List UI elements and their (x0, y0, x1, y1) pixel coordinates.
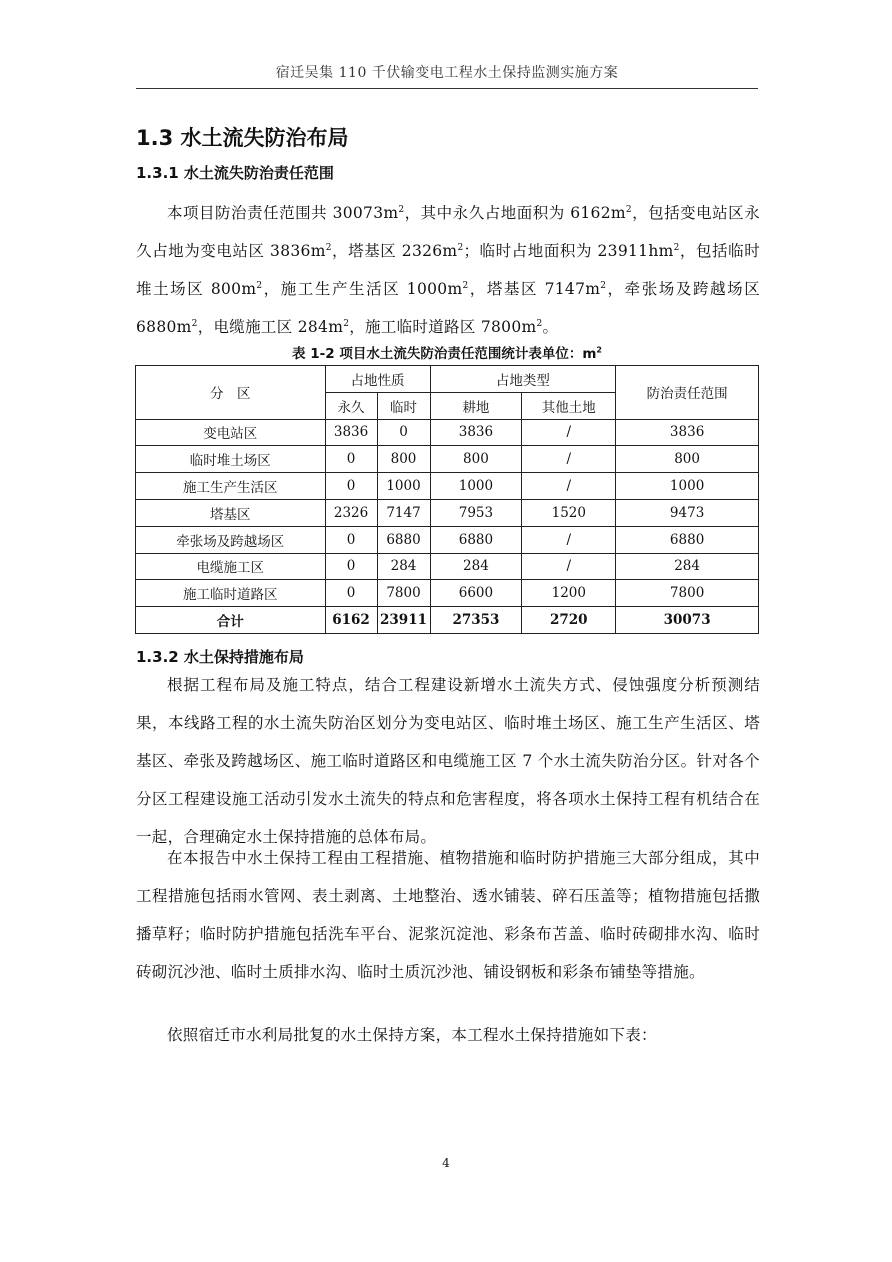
cell-other-land: / (522, 446, 616, 473)
cell-zone: 施工生产生活区 (136, 473, 326, 500)
cell-temporary: 284 (377, 553, 430, 580)
cell-temporary: 6880 (377, 526, 430, 553)
cell-permanent: 2326 (325, 499, 377, 526)
header-temporary: 临时 (377, 392, 430, 419)
table-row (136, 473, 759, 500)
section-heading: 1.3 水土流失防治布局 (136, 126, 349, 150)
table-row (136, 526, 759, 553)
cell-temporary: 7147 (377, 499, 430, 526)
cell-zone: 变电站区 (136, 419, 326, 446)
cell-total-label: 合计 (136, 607, 326, 634)
table-row (136, 553, 759, 580)
paragraph-responsibility-scope: 本项目防治责任范围共 $30073m^2$，其中永久占地面积为 $6162m^2$，包括变电站区永久占地为变电站区 $3836m^2$，塔基区 $2326m^2$；临时占地面积为 $23911hm^2$，包括临时堆土场区 $800m^2$，施工生产生活区 $1000m^2$，塔基区 $7147m^2$，牵张场及跨越场区 $6880m^2$，电缆施工区 $284m^2$，施工临时道路区 $7800m^2$。 (136, 204, 761, 336)
cell-farmland: 3836 (430, 419, 522, 446)
header-farmland: 耕地 (430, 392, 522, 419)
cell-farmland: 1000 (430, 473, 522, 500)
cell-zone: 临时堆土场区 (136, 446, 326, 473)
cell-other-land: / (522, 526, 616, 553)
cell-zone: 施工临时道路区 (136, 580, 326, 607)
header-other-land: 其他土地 (522, 392, 616, 419)
cell-zone: 塔基区 (136, 499, 326, 526)
cell-other-land: / (522, 553, 616, 580)
cell-farmland: 284 (430, 553, 522, 580)
cell-permanent: 3836 (325, 419, 377, 446)
cell-farmland: 7953 (430, 499, 522, 526)
header-zone: 分 区 (136, 366, 326, 420)
cell-permanent: 0 (325, 473, 377, 500)
cell-scope: 7800 (616, 580, 759, 607)
subsection-heading-1: 1.3.1 水土流失防治责任范围 (136, 164, 334, 182)
table-row (136, 499, 759, 526)
cell-other-land: 1520 (522, 499, 616, 526)
cell-farmland: 6600 (430, 580, 522, 607)
cell-permanent: 0 (325, 580, 377, 607)
cell-temporary: 7800 (377, 580, 430, 607)
page-number: 4 (442, 1156, 450, 1170)
paragraph-measures-composition: 在本报告中水土保持工程由工程措施、植物措施和临时防护措施三大部分组成，其中工程措施包括雨水管网、表土剥离、土地整治、透水铺装、碎石压盖等；植物措施包括撒播草籽；临时防护措施包括洗车平台、泥浆沉淀池、彩条布苫盖、临时砖砌排水沟、临时砖砌沉沙池、临时土质排水沟、临时土质沉沙池、铺设钢板和彩条布铺垫等措施。 (136, 849, 760, 981)
cell-temporary: 1000 (377, 473, 430, 500)
table-row (136, 446, 759, 473)
running-header: 宿迁吴集 110 千伏输变电工程水土保持监测实施方案 (136, 62, 758, 89)
paragraph-approval-note: 依照宿迁市水利局批复的水土保持方案，本工程水土保持措施如下表： (167, 1026, 657, 1044)
cell-total-farmland: 27353 (430, 607, 522, 634)
subsection-heading-2: 1.3.2 水土保持措施布局 (136, 648, 304, 666)
cell-other-land: / (522, 473, 616, 500)
cell-total-scope: 30073 (616, 607, 759, 634)
cell-total-permanent: 6162 (325, 607, 377, 634)
cell-other-land: 1200 (522, 580, 616, 607)
cell-farmland: 800 (430, 446, 522, 473)
cell-scope: 9473 (616, 499, 759, 526)
table-total-row (136, 607, 759, 634)
table-row (136, 419, 759, 446)
paragraph-measures-layout: 根据工程布局及施工特点，结合工程建设新增水土流失方式、侵蚀强度分析预测结果，本线路工程的水土流失防治区划分为变电站区、临时堆土场区、施工生产生活区、塔基区、牵张及跨越场区、施工临时道路区和电缆施工区 7 个水土流失防治分区。针对各个分区工程建设施工活动引发水土流失的特点和危害程度，将各项水土保持工程有机结合在一起，合理确定水土保持措施的总体布局。 (136, 676, 760, 846)
cell-scope: 284 (616, 553, 759, 580)
cell-scope: 800 (616, 446, 759, 473)
header-land-type: 占地类型 (430, 366, 616, 393)
header-responsibility-scope: 防治责任范围 (616, 366, 759, 420)
cell-scope: 1000 (616, 473, 759, 500)
responsibility-scope-table (135, 365, 759, 634)
table-caption: 表 1-2 项目水土流失防治责任范围统计表单位：$m^2$ (292, 345, 602, 362)
cell-permanent: 0 (325, 553, 377, 580)
cell-temporary: 0 (377, 419, 430, 446)
header-permanent: 永久 (325, 392, 377, 419)
cell-permanent: 0 (325, 526, 377, 553)
cell-zone: 电缆施工区 (136, 553, 326, 580)
cell-scope: 6880 (616, 526, 759, 553)
cell-scope: 3836 (616, 419, 759, 446)
table-row (136, 580, 759, 607)
header-land-nature: 占地性质 (325, 366, 430, 393)
cell-permanent: 0 (325, 446, 377, 473)
cell-other-land: / (522, 419, 616, 446)
cell-total-other-land: 2720 (522, 607, 616, 634)
cell-total-temporary: 23911 (377, 607, 430, 634)
cell-temporary: 800 (377, 446, 430, 473)
cell-farmland: 6880 (430, 526, 522, 553)
cell-zone: 牵张场及跨越场区 (136, 526, 326, 553)
